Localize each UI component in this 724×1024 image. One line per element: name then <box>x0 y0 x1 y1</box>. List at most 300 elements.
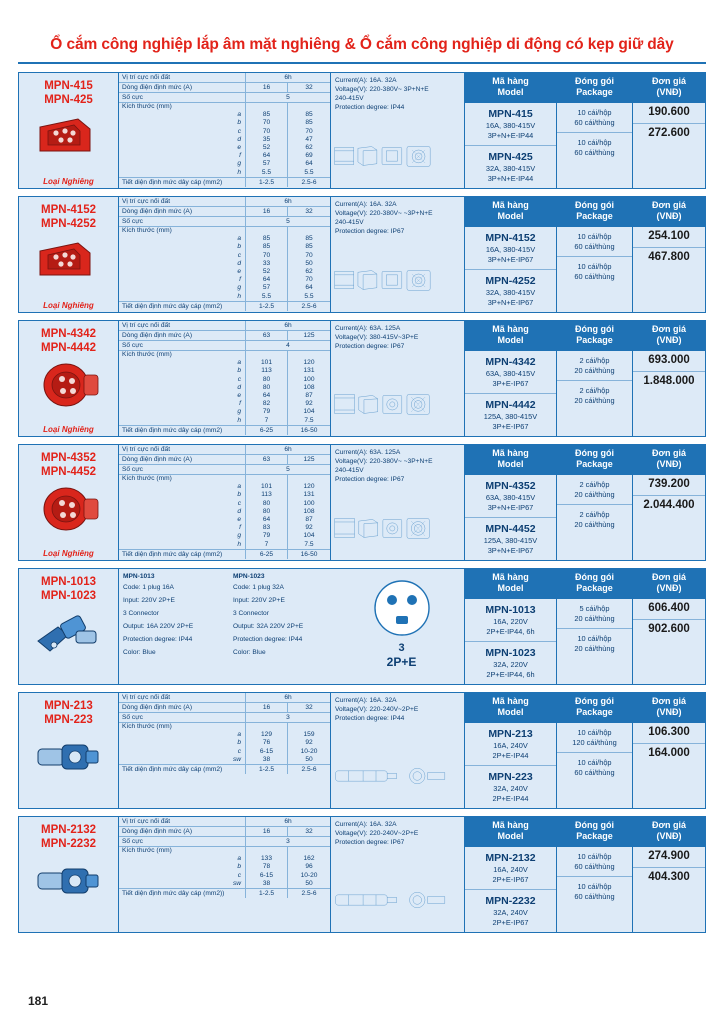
spec-row-poles <box>119 93 330 103</box>
model-name: MPN-4352 <box>485 480 536 492</box>
package-header-line1: Đóng gói <box>575 200 614 210</box>
product-block <box>18 196 706 313</box>
dimension-letters <box>119 351 246 425</box>
model-cell <box>465 723 556 766</box>
dimension-letter: d <box>237 135 241 143</box>
model-detail: 32A, 220V <box>493 660 528 669</box>
spec-label: Tiết diện định mức dây cáp (mm2) <box>119 302 246 311</box>
model-detail: 16A, 380-415V <box>485 121 536 130</box>
model-column <box>465 817 557 932</box>
price-header-line2: (VNĐ) <box>656 583 682 593</box>
spec-value-cable: 1-2.5 <box>246 302 288 311</box>
dimension-value: 5.5 <box>304 168 314 176</box>
tech-line: Voltage(V): 220-380V~ ~3P+N+E <box>335 210 433 217</box>
package-detail: 60 cái/thùng <box>574 117 615 127</box>
spec-value-cable: 16-50 <box>300 426 318 434</box>
price-header-line1: Đơn giá <box>652 820 686 830</box>
dimension-value: 79 <box>262 532 271 540</box>
price-header-line2: (VNĐ) <box>656 459 682 469</box>
model-detail: 3P+E-IP67 <box>492 421 529 431</box>
model-column <box>465 197 557 312</box>
price-column <box>633 321 705 436</box>
tech-line: Voltage(V): 220-240V~2P+E <box>335 830 419 837</box>
dimension-letter: a <box>237 111 241 119</box>
model-detail: 32A, 380-415V <box>485 164 536 173</box>
spec-row-poles <box>119 465 330 475</box>
dimension-letter: c <box>237 871 241 879</box>
spec-value-cable: 2.5-6 <box>301 766 317 774</box>
technical-data <box>331 693 464 808</box>
spec-text-line: Protection degree: IP44 <box>233 636 303 643</box>
product-code: MPN-4342 <box>41 328 96 340</box>
dimension-spacer <box>246 351 287 359</box>
dimension-value: 50 <box>305 879 313 887</box>
model-name: MPN-1023 <box>485 647 536 659</box>
model-name: MPN-415 <box>488 108 533 120</box>
package-header-line1: Đóng gói <box>575 696 614 706</box>
price-column <box>633 73 705 188</box>
dimension-value: 35 <box>262 135 271 143</box>
spec-text-line: 3 Connector <box>123 610 159 617</box>
spec-text-title: MPN-1023 <box>233 573 265 580</box>
dimension-letter: e <box>237 144 241 152</box>
dimension-value: 80 <box>262 499 271 507</box>
technical-drawing <box>333 746 462 806</box>
model-name: MPN-4152 <box>485 232 536 244</box>
package-detail: 60 cái/thùng <box>574 241 615 251</box>
spec-table <box>119 817 331 932</box>
spec-value-cable: 2.5-6 <box>301 178 317 186</box>
dimension-value: 64 <box>305 160 313 168</box>
spec-row-current <box>119 207 330 217</box>
dimension-value: 133 <box>260 855 272 863</box>
spec-value-cable: 1-2.5 <box>246 889 288 898</box>
package-column-header <box>557 693 632 723</box>
dimension-letter: c <box>237 251 241 259</box>
spec-table <box>119 321 331 436</box>
dimension-value: 113 <box>261 491 272 499</box>
spec-row-cable <box>119 550 330 559</box>
price-column-header <box>633 73 705 103</box>
technical-drawing <box>333 250 462 310</box>
spec-row-cable <box>119 302 330 311</box>
model-column <box>465 445 557 560</box>
dimension-letter: e <box>237 392 241 400</box>
package-detail: 10 cái/hộp <box>577 262 612 271</box>
price-header-line2: (VNĐ) <box>656 211 682 221</box>
dimension-letters <box>119 227 246 301</box>
dimension-value: 78 <box>262 863 271 871</box>
price-column-header <box>633 197 705 227</box>
dimension-spacer <box>288 227 330 235</box>
price-cell: 164.000 <box>648 746 690 759</box>
price-column <box>633 817 705 932</box>
dimension-letter: f <box>239 152 241 160</box>
dimension-value: 6-15 <box>259 747 274 755</box>
spec-value-current: 125 <box>303 456 315 463</box>
dimension-value: 5.5 <box>261 168 272 176</box>
product-code: MPN-4152 <box>41 204 96 216</box>
product-block <box>18 568 706 685</box>
dimension-value: 64 <box>262 392 271 400</box>
model-header-line2: Model <box>497 87 524 97</box>
price-cell: 902.600 <box>648 622 690 635</box>
dimension-letters <box>119 847 246 888</box>
product-code: MPN-425 <box>44 94 93 106</box>
spec-row-cable <box>119 426 330 435</box>
model-name: MPN-223 <box>488 771 533 783</box>
product-identity <box>19 569 119 684</box>
dimension-value: 70 <box>305 127 313 135</box>
dimension-letter: h <box>237 292 241 300</box>
package-column <box>557 817 633 932</box>
price-column <box>633 445 705 560</box>
dimension-value: 120 <box>303 483 315 491</box>
package-header-line1: Đóng gói <box>575 572 614 582</box>
dimension-value: 10-20 <box>300 747 318 755</box>
dimension-value: 33 <box>262 259 271 267</box>
product-image <box>32 607 106 659</box>
dimension-value: 64 <box>305 284 313 292</box>
spec-row-earth <box>119 817 330 827</box>
package-cell <box>557 505 632 534</box>
tech-line: Current(A): 63A. 125A <box>335 449 401 456</box>
dimension-value: 87 <box>305 516 313 524</box>
dimension-value: 70 <box>262 251 271 259</box>
model-cell <box>465 146 556 188</box>
dimension-letter: a <box>237 483 241 491</box>
model-name: MPN-4342 <box>485 356 536 368</box>
spec-table <box>119 445 331 560</box>
dimension-value: 85 <box>305 119 313 127</box>
specifications <box>119 693 465 808</box>
title-divider <box>18 62 706 64</box>
package-detail: 10 cái/hộp <box>577 852 612 861</box>
package-cell <box>557 723 632 753</box>
dimension-value: 85 <box>262 235 271 243</box>
model-cell <box>465 518 556 560</box>
spec-value-current: 63 <box>246 331 288 340</box>
tech-line: Current(A): 16A. 32A <box>335 821 397 828</box>
spec-text-right <box>233 572 343 681</box>
model-detail: 2P+E-IP67 <box>492 874 529 884</box>
spec-row-poles <box>119 837 330 847</box>
tech-line: Protection degree: IP67 <box>335 343 405 350</box>
model-cell <box>465 847 556 890</box>
spec-label: Số cực <box>119 713 246 722</box>
page-number: 181 <box>28 994 49 1008</box>
package-column <box>557 321 633 436</box>
spec-label: Số cực <box>119 341 246 350</box>
dimension-spacer <box>288 847 330 855</box>
dimension-letters <box>119 475 246 549</box>
package-cell <box>557 599 632 629</box>
pin-count-label: 3 <box>398 642 405 654</box>
dimension-letter: d <box>237 259 241 267</box>
spec-label: Vị trí cực nối đất <box>119 197 246 206</box>
package-detail: 60 cái/thùng <box>574 861 615 871</box>
model-header-line2: Model <box>497 211 524 221</box>
dimension-value: 7.5 <box>304 416 314 424</box>
spec-value-cable: 2.5-6 <box>301 302 317 310</box>
spec-value-poles: 4 <box>286 342 290 349</box>
model-cell <box>465 270 556 312</box>
dimension-value: 57 <box>262 284 271 292</box>
model-header-line2: Model <box>497 831 524 841</box>
dimension-spacer <box>246 475 287 483</box>
product-type-caption: Loại Nghiêng <box>43 301 94 310</box>
product-type-caption: Loại Nghiêng <box>43 425 94 434</box>
model-detail: 16A, 220V <box>493 617 528 626</box>
model-detail: 2P+E-IP44 <box>492 750 529 760</box>
dimension-value: 52 <box>262 144 271 152</box>
dimension-values <box>246 351 288 425</box>
model-header-line2: Model <box>497 335 524 345</box>
package-header-line1: Đóng gói <box>575 448 614 458</box>
package-detail: 2 cái/hộp <box>579 356 610 365</box>
spec-row-earth <box>119 321 330 331</box>
spec-value-poles: 3 <box>286 838 290 845</box>
model-detail: 16A, 240V <box>493 741 528 750</box>
spec-label: Vị trí cực nối đất <box>119 693 246 702</box>
spec-row-dimensions <box>119 847 330 889</box>
spec-value-poles: 3 <box>286 714 290 721</box>
pin-config-label: 2P+E <box>386 655 417 669</box>
product-image <box>32 483 106 535</box>
product-image <box>32 731 106 783</box>
spec-label: Tiết diện định mức dây cáp (mm2) <box>119 765 246 774</box>
package-column <box>557 197 633 312</box>
package-header-line2: Package <box>576 87 613 97</box>
dimension-value: 113 <box>261 367 272 375</box>
dimension-letter: d <box>237 507 241 515</box>
spec-row-cable <box>119 889 330 898</box>
spec-row-cable <box>119 178 330 187</box>
package-detail: 10 cái/hộp <box>577 108 612 117</box>
spec-text-title: MPN-1013 <box>123 573 155 580</box>
package-detail: 2 cái/hộp <box>579 386 610 395</box>
package-cell <box>557 877 632 906</box>
spec-value-current: 125 <box>303 332 315 339</box>
dimension-letter: sw <box>232 879 241 887</box>
dimension-letter: e <box>237 516 241 524</box>
spec-label: Dòng điện định mức (A) <box>119 331 246 340</box>
product-image <box>32 111 106 163</box>
model-header-line2: Model <box>497 707 524 717</box>
spec-label: Vị trí cực nối đất <box>119 445 246 454</box>
product-code: MPN-4452 <box>41 466 96 478</box>
model-cell <box>465 394 556 436</box>
model-detail: 3P+N+E-IP44 <box>487 130 534 140</box>
dimension-value: 162 <box>303 855 315 863</box>
model-column-header <box>465 569 556 599</box>
spec-row-poles <box>119 713 330 723</box>
technical-data <box>331 321 464 436</box>
product-code: MPN-4442 <box>41 342 96 354</box>
package-header-line2: Package <box>576 211 613 221</box>
dimension-values <box>246 723 288 764</box>
dimension-letter: c <box>237 375 241 383</box>
price-header-line1: Đơn giá <box>652 448 686 458</box>
package-detail: 10 cái/hộp <box>577 882 612 891</box>
model-cell <box>465 766 556 808</box>
spec-label: Dòng điện định mức (A) <box>119 207 246 216</box>
package-column <box>557 73 633 188</box>
package-header-line2: Package <box>576 583 613 593</box>
spec-value-current: 16 <box>246 703 288 712</box>
spec-value-earth: 6h <box>284 694 292 701</box>
dimension-spacer <box>288 103 330 111</box>
model-column <box>465 569 557 684</box>
spec-row-current <box>119 703 330 713</box>
dimension-value: 7 <box>264 416 269 424</box>
model-header-line2: Model <box>497 459 524 469</box>
spec-row-poles <box>119 341 330 351</box>
technical-data <box>331 817 464 932</box>
price-cell: 274.900 <box>633 847 705 868</box>
dimension-values <box>246 475 288 549</box>
spec-text-line: Code: 1 plug 16A <box>123 584 174 591</box>
spec-value-current: 32 <box>305 704 313 711</box>
package-detail: 60 cái/thùng <box>574 767 615 777</box>
package-detail: 10 cái/hộp <box>577 634 612 643</box>
technical-drawing <box>333 374 462 434</box>
price-header-line1: Đơn giá <box>652 324 686 334</box>
spec-text-line: Color: Blue <box>123 649 156 656</box>
price-header-line1: Đơn giá <box>652 200 686 210</box>
price-cell: 606.400 <box>633 599 705 620</box>
spec-value-poles: 5 <box>286 218 290 225</box>
package-header-line2: Package <box>576 459 613 469</box>
price-cell: 2.044.400 <box>643 498 695 511</box>
dimension-letter: h <box>237 168 241 176</box>
package-column-header <box>557 197 632 227</box>
product-identity <box>19 445 119 560</box>
spec-text-line: 3 Connector <box>233 610 269 617</box>
product-block <box>18 816 706 933</box>
dimension-value: 85 <box>262 111 271 119</box>
package-column-header <box>557 569 632 599</box>
model-column <box>465 73 557 188</box>
model-detail: 125A, 380-415V <box>483 412 538 421</box>
tech-line: Voltage(V): 380-415V~3P+E <box>335 334 419 341</box>
price-column <box>633 569 705 684</box>
spec-value-cable: 16-50 <box>300 550 318 558</box>
dimension-value: 108 <box>303 383 315 391</box>
model-column-header <box>465 693 556 723</box>
product-code: MPN-2132 <box>41 824 96 836</box>
dimension-letter: f <box>239 524 241 532</box>
specifications <box>119 445 465 560</box>
spec-value-current: 16 <box>246 83 288 92</box>
price-header-line2: (VNĐ) <box>656 87 682 97</box>
tech-line: Protection degree: IP44 <box>335 104 405 111</box>
dimension-spacer <box>246 847 287 855</box>
model-detail: 16A, 380-415V <box>485 245 536 254</box>
dimension-letter: b <box>237 863 241 871</box>
model-header-line1: Mã hàng <box>492 76 529 86</box>
dimension-value: 6-15 <box>259 871 274 879</box>
package-column <box>557 693 633 808</box>
model-cell <box>465 351 556 394</box>
dimension-letter: c <box>237 127 241 135</box>
spec-row-earth <box>119 197 330 207</box>
spec-value-poles: 5 <box>286 466 290 473</box>
tech-line: Protection degree: IP67 <box>335 228 405 235</box>
dimension-value: 64 <box>262 516 271 524</box>
spec-value-earth: 6h <box>284 198 292 205</box>
dimension-value: 70 <box>262 119 271 127</box>
product-image <box>32 235 106 287</box>
technical-drawing <box>333 870 462 930</box>
spec-value-cable: 2.5-6 <box>301 890 317 898</box>
tech-line: 240-415V <box>335 95 364 102</box>
tech-line: Voltage(V): 220-380V~ ~3P+N+E <box>335 458 433 465</box>
spec-label: Tiết diện định mức dây cáp (mm2) <box>119 550 246 559</box>
dimension-value: 52 <box>262 268 271 276</box>
spec-row-current <box>119 331 330 341</box>
dimension-value: 87 <box>305 392 313 400</box>
package-header-line1: Đóng gói <box>575 76 614 86</box>
spec-value-cable: 6-25 <box>246 550 288 559</box>
tech-line: Voltage(V): 220-240V~2P+E <box>335 706 419 713</box>
tech-line: Current(A): 16A. 32A <box>335 697 397 704</box>
dimension-letter: h <box>237 416 241 424</box>
product-identity <box>19 817 119 932</box>
dimension-letter: g <box>237 284 241 292</box>
package-cell <box>557 629 632 658</box>
specifications <box>119 569 465 684</box>
package-header-line1: Đóng gói <box>575 324 614 334</box>
spec-value-cable: 1-2.5 <box>246 765 288 774</box>
dimension-value: 79 <box>262 408 271 416</box>
dimension-value: 104 <box>303 532 315 540</box>
product-identity <box>19 73 119 188</box>
model-column-header <box>465 73 556 103</box>
spec-row-dimensions <box>119 475 330 550</box>
spec-label: Số cực <box>119 217 246 226</box>
technical-data <box>331 197 464 312</box>
price-cell: 739.200 <box>633 475 705 496</box>
price-cell: 1.848.000 <box>643 374 695 387</box>
text-specifications <box>119 569 464 684</box>
specifications <box>119 321 465 436</box>
dimension-value: 92 <box>305 524 313 532</box>
dimension-value: 70 <box>305 251 313 259</box>
spec-label: Kích thước (mm) <box>122 723 172 730</box>
spec-row-poles <box>119 217 330 227</box>
tech-line: Current(A): 16A. 32A <box>335 201 397 208</box>
spec-value-earth: 6h <box>284 446 292 453</box>
dimension-letter: b <box>237 739 241 747</box>
dimension-value: 50 <box>305 259 313 267</box>
product-image <box>32 855 106 907</box>
price-header-line1: Đơn giá <box>652 696 686 706</box>
dimension-letter: a <box>237 359 241 367</box>
product-image <box>32 359 106 411</box>
dimension-letters <box>119 723 246 764</box>
price-cell: 254.100 <box>633 227 705 248</box>
dimension-value: 64 <box>262 152 271 160</box>
spec-label: Số cực <box>119 465 246 474</box>
dimension-letter: g <box>237 160 241 168</box>
dimension-value: 70 <box>262 127 271 135</box>
dimension-value: 83 <box>262 524 271 532</box>
spec-value-current: 16 <box>246 827 288 836</box>
dimension-value: 7.5 <box>304 540 314 548</box>
dimension-spacer <box>246 227 287 235</box>
dimension-letter: h <box>237 540 241 548</box>
